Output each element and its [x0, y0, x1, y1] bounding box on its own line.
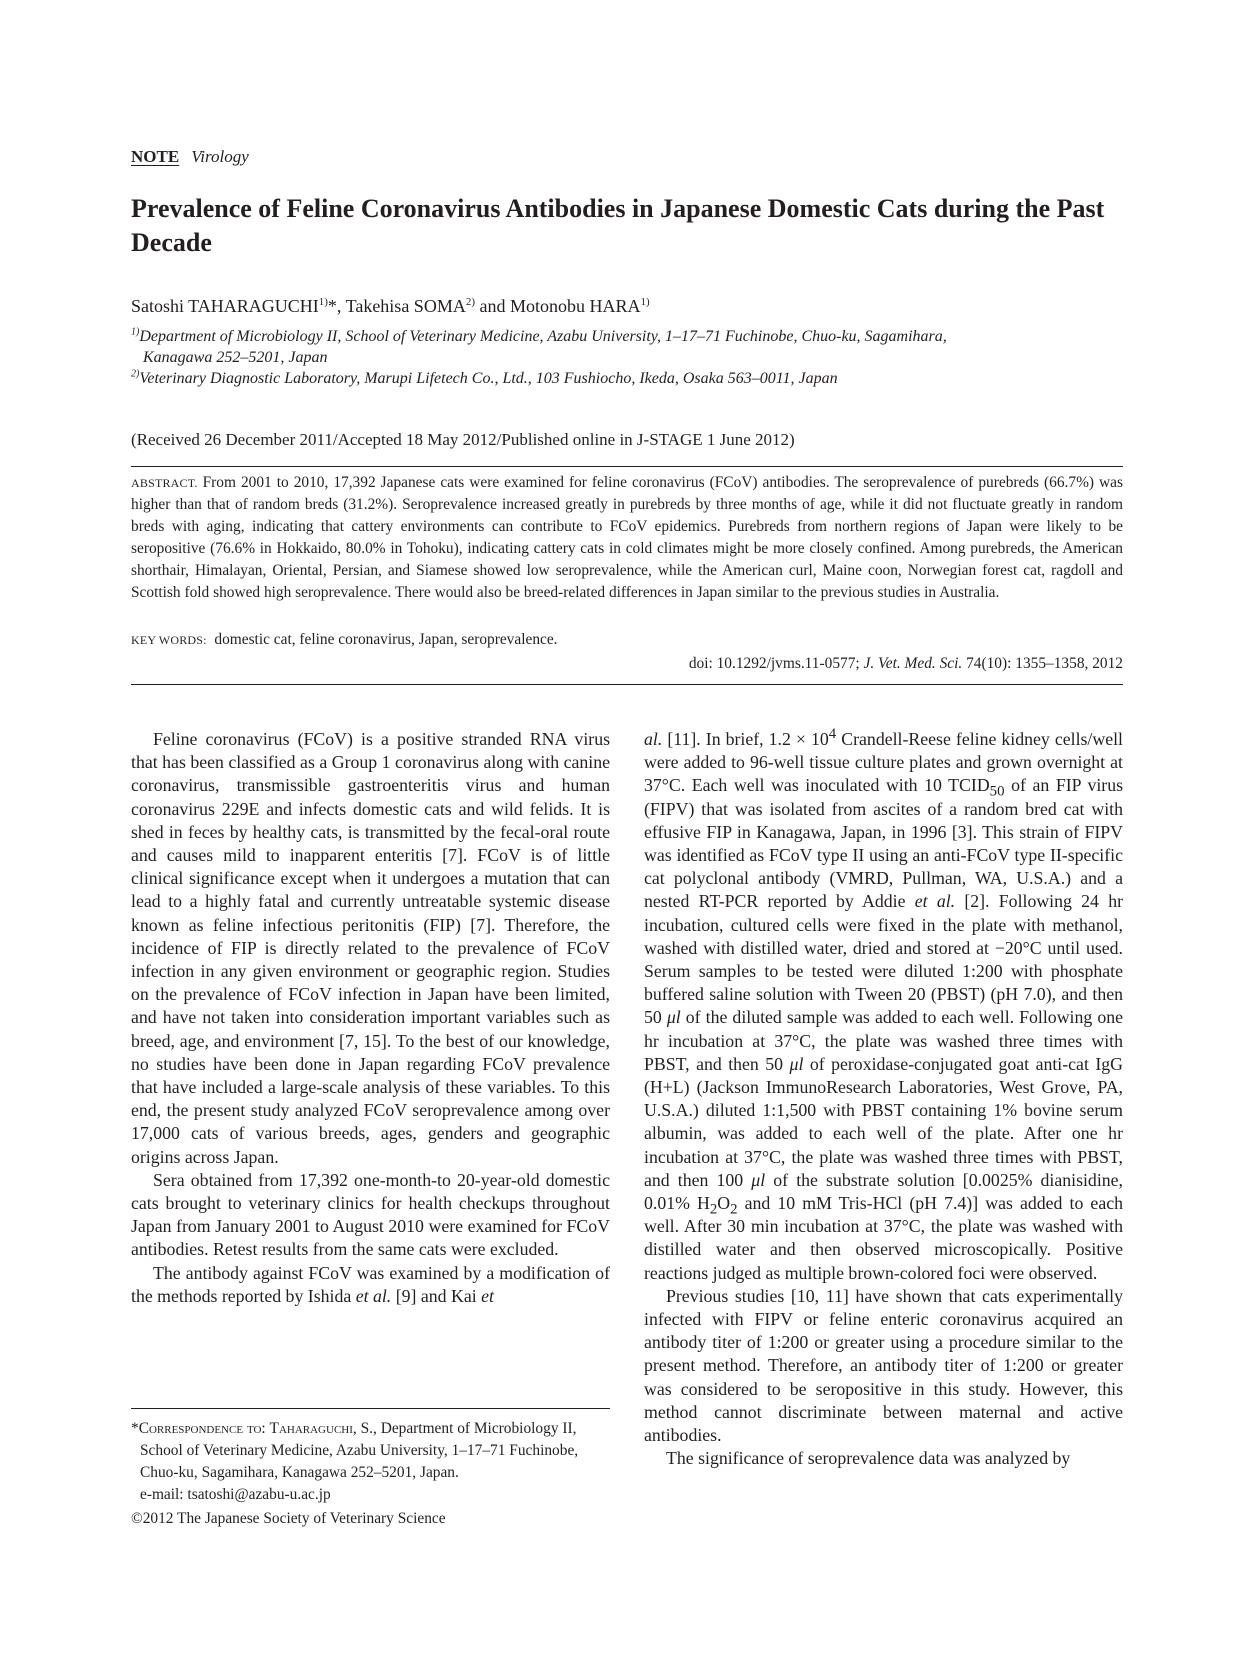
- body-column-right: [644, 728, 1123, 1471]
- body-paragraph-2: Sera obtained from 17,392 one-month-to 20-year-old domestic cats brought to veterinary clinics for health checkups throughout Japan from January 2001 to August 2010 were examined for FCoV antibodies. Retest results from the same cats were excluded.: [131, 1169, 610, 1260]
- o2-sub: 2: [730, 1201, 738, 1218]
- author-1-corresponding-mark: *,: [327, 296, 346, 316]
- r1-g: of the substrate solution [0.0025% dianisidine, 0.01% H: [644, 1169, 1123, 1214]
- et-kai: et: [481, 1285, 494, 1306]
- footnote-star: *: [131, 1420, 139, 1437]
- keywords-label: KEY WORDS:: [131, 633, 207, 647]
- r1-f: of peroxidase-conjugated goat anti-cat IgG (H+L) (Jackson ImmunoResearch Laboratories, West Grove, PA, U.S.A.) diluted 1:1,500 with PBST containing 1% bovine serum albumin, was added to each well of the plate. After one hr incubation at 37°C, the plate was washed three times with PBST, and then 100: [644, 1053, 1123, 1190]
- microliter-2: μl: [789, 1053, 804, 1074]
- affiliation-1-line2: Kanagawa 252–5201, Japan: [143, 349, 328, 366]
- et-al-addie: et al.: [914, 891, 956, 912]
- body-paragraph-4: [644, 728, 1123, 1285]
- correspondence-footnote: [131, 1418, 610, 1506]
- r1-d: [2]. Following 24 hr incubation, cultured cells were fixed in the plate with methanol, washed with distilled water, dried and stored at −20°C until used. Serum samples to be tested were diluted 1:200 with phosphate buffered saline solution with Tween 20 (PBST) (pH 7.0), and then 50: [644, 891, 1124, 1028]
- article-title: Prevalence of Feline Coronavirus Antibodies in Japanese Domestic Cats during the Past Decade: [131, 194, 1105, 257]
- abstract: [131, 472, 1123, 604]
- correspondence-address: , S., Department of Microbiology II, School of Veterinary Medicine, Azabu University, 1–17–71 Fuchinobe, Chuo-ku, Sagamihara, Kanagawa 252–5201, Japan.: [140, 1420, 579, 1481]
- correspondence-name: Taharaguchi: [269, 1420, 353, 1437]
- author-3-affiliation-mark: 1): [640, 296, 650, 308]
- affiliation-2: [131, 368, 838, 389]
- received-dates: (Received 26 December 2011/Accepted 18 May 2012/Published online in J-STAGE 1 June 2012): [131, 430, 795, 449]
- copyright: ©2012 The Japanese Society of Veterinary Science: [131, 1510, 446, 1527]
- author-1-affiliation-mark: 1): [318, 296, 328, 308]
- keywords: [131, 631, 558, 649]
- author-1: Satoshi TAHARAGUCHI: [131, 296, 319, 316]
- r1-h: and 10 mM Tris-HCl (pH 7.4)] was added to each well. After 30 min incubation at 37°C, the plate was washed with distilled water and then observed microscopically. Positive reactions judged as multiple brown-colored foci were observed.: [644, 1193, 1123, 1283]
- author-connector: and: [475, 296, 510, 316]
- h2-sub: 2: [709, 1201, 718, 1218]
- abstract-text: From 2001 to 2010, 17,392 Japanese cats were examined for feline coronavirus (FCoV) antibodies. The seroprevalence of purebreds (66.7%) was higher than that of random breds (31.2%). Seroprevalence increased greatly in purebreds by three months of age, while it did not fluctuate greatly in random breds with aging, indicating that cattery environments can contribute to FCoV epidemics. Purebreds from northern regions of Japan were likely to be seropositive (76.6% in Hokkaido, 80.0% in Tohoku), indicating cattery cats in cold climates might be more closely confined. Among purebreds, the American shorthair, Himalayan, Oriental, Persian, and Siamese showed low seroprevalence, while the American curl, Maine coon, Norwegian forest cat, ragdoll and Scottish fold showed high seroprevalence. There would also be breed-related differences in Japan similar to the previous studies in Australia.: [131, 474, 1123, 601]
- r1-e: of the diluted sample was added to each well. Following one hr incubation at 37°C, the plate was washed three times with PBST, and then 50: [644, 1007, 1123, 1074]
- citation-line: [689, 655, 1123, 673]
- journal-name: J. Vet. Med. Sci.: [863, 655, 963, 672]
- body-paragraph-3-text-a: The antibody against FCoV was examined by a modification of the methods reported by Ishida: [131, 1262, 610, 1306]
- citation-details: 74(10): 1355–1358, 2012: [962, 655, 1123, 672]
- footnote-rule: [131, 1408, 610, 1409]
- body-paragraph-3-text-b: [9] and Kai: [391, 1285, 482, 1306]
- author-list: [131, 296, 650, 317]
- author-3: Motonobu HARA: [510, 296, 641, 316]
- r1-sup: 4: [828, 726, 837, 743]
- note-label: NOTE: [131, 147, 180, 166]
- body-column-left: [131, 728, 610, 1308]
- abstract-bottom-rule: [131, 684, 1123, 685]
- keywords-text: domestic cat, feline coronavirus, Japan, seroprevalence.: [214, 631, 558, 648]
- article-type-line: [131, 147, 249, 167]
- r1-b: Crandell-Reese feline kidney cells/well were added to 96-well tissue culture plates and grown overnight at 37°C. Each well was inoculated with 10 TCID: [644, 729, 1123, 796]
- al-kai: al.: [644, 729, 663, 749]
- affiliation-1-mark: 1): [131, 326, 140, 338]
- body-paragraph-1: Feline coronavirus (FCoV) is a positive stranded RNA virus that has been classified as a Group 1 coronavirus along with canine coronavirus, transmissible gastroenteritis virus and human coronavirus 229E and infects domestic cats and wild felids. It is shed in feces by healthy cats, is transmitted by the fecal-oral route and causes mild to inapparent enteritis [7]. FCoV is of little clinical significance except when it undergoes a mutation that can lead to a highly fatal and currently untreatable systemic disease known as feline infectious peritonitis (FIP) [7]. Therefore, the incidence of FIP is directly related to the prevalence of FCoV infection in any given environment or geographic region. Studies on the prevalence of FCoV infection in Japan have been limited, and have not taken into consideration important variables such as breed, age, and environment [7, 15]. To the best of our knowledge, no studies have been done in Japan regarding FCoV prevalence that have included a large-scale analysis of these variables. To this end, the present study analyzed FCoV seroprevalence among over 17,000 cats of various breeds, ages, genders and geographic origins across Japan.: [131, 729, 610, 1167]
- affiliation-2-line1: Veterinary Diagnostic Laboratory, Marupi Lifetech Co., Ltd., 103 Fushiocho, Ikeda, Osaka 563–0011, Japan: [139, 370, 838, 387]
- r1-sub: 50: [989, 783, 1005, 800]
- microliter-3: μl: [751, 1169, 766, 1190]
- affiliation-1: [131, 326, 947, 368]
- section-label: Virology: [191, 147, 249, 166]
- body-paragraph-3: [131, 1262, 610, 1308]
- r1-c: of an FIP virus (FIPV) that was isolated from ascites of a random bred cat with effusive FIP in Kanagawa, Japan, in 1996 [3]. This strain of FIPV was identified as FCoV type II using an anti-FCoV type II-specific cat polyclonal antibody (VMRD, Pullman, WA, U.S.A.) and a nested RT-PCR reported by Addie: [644, 775, 1124, 912]
- body-paragraph-5: Previous studies [10, 11] have shown that cats experimentally infected with FIPV or feline enteric coronavirus acquired an antibody titer of 1:200 or greater using a procedure similar to the present method. Therefore, an antibody titer of 1:200 or greater was considered to be seropositive in this study. However, this method cannot discriminate between maternal and active antibodies.: [644, 1285, 1123, 1446]
- oxygen-symbol: O: [717, 1193, 731, 1214]
- correspondence-text: [131, 1418, 610, 1506]
- affiliation-1-line1: Department of Microbiology II, School of Veterinary Medicine, Azabu University, 1–17–71 Fuchinobe, Chuo-ku, Sagamihara,: [139, 328, 947, 345]
- doi: doi: 10.1292/jvms.11-0577;: [688, 655, 864, 672]
- correspondence-email: e-mail: tsatoshi@azabu-u.ac.jp: [140, 1486, 331, 1503]
- microliter-1: μl: [666, 1007, 681, 1028]
- correspondence-label: Correspondence to:: [138, 1420, 266, 1437]
- affiliation-2-mark: 2): [131, 368, 140, 380]
- author-2: Takehisa SOMA: [345, 296, 466, 316]
- et-al-ishida: et al.: [355, 1285, 392, 1306]
- author-2-affiliation-mark: 2): [465, 296, 475, 308]
- abstract-label: ABSTRACT.: [131, 476, 198, 490]
- abstract-top-rule: [131, 466, 1123, 467]
- body-paragraph-6: The significance of seroprevalence data was analyzed by: [666, 1448, 1071, 1469]
- r1-a: [11]. In brief, 1.2 × 10: [662, 729, 829, 749]
